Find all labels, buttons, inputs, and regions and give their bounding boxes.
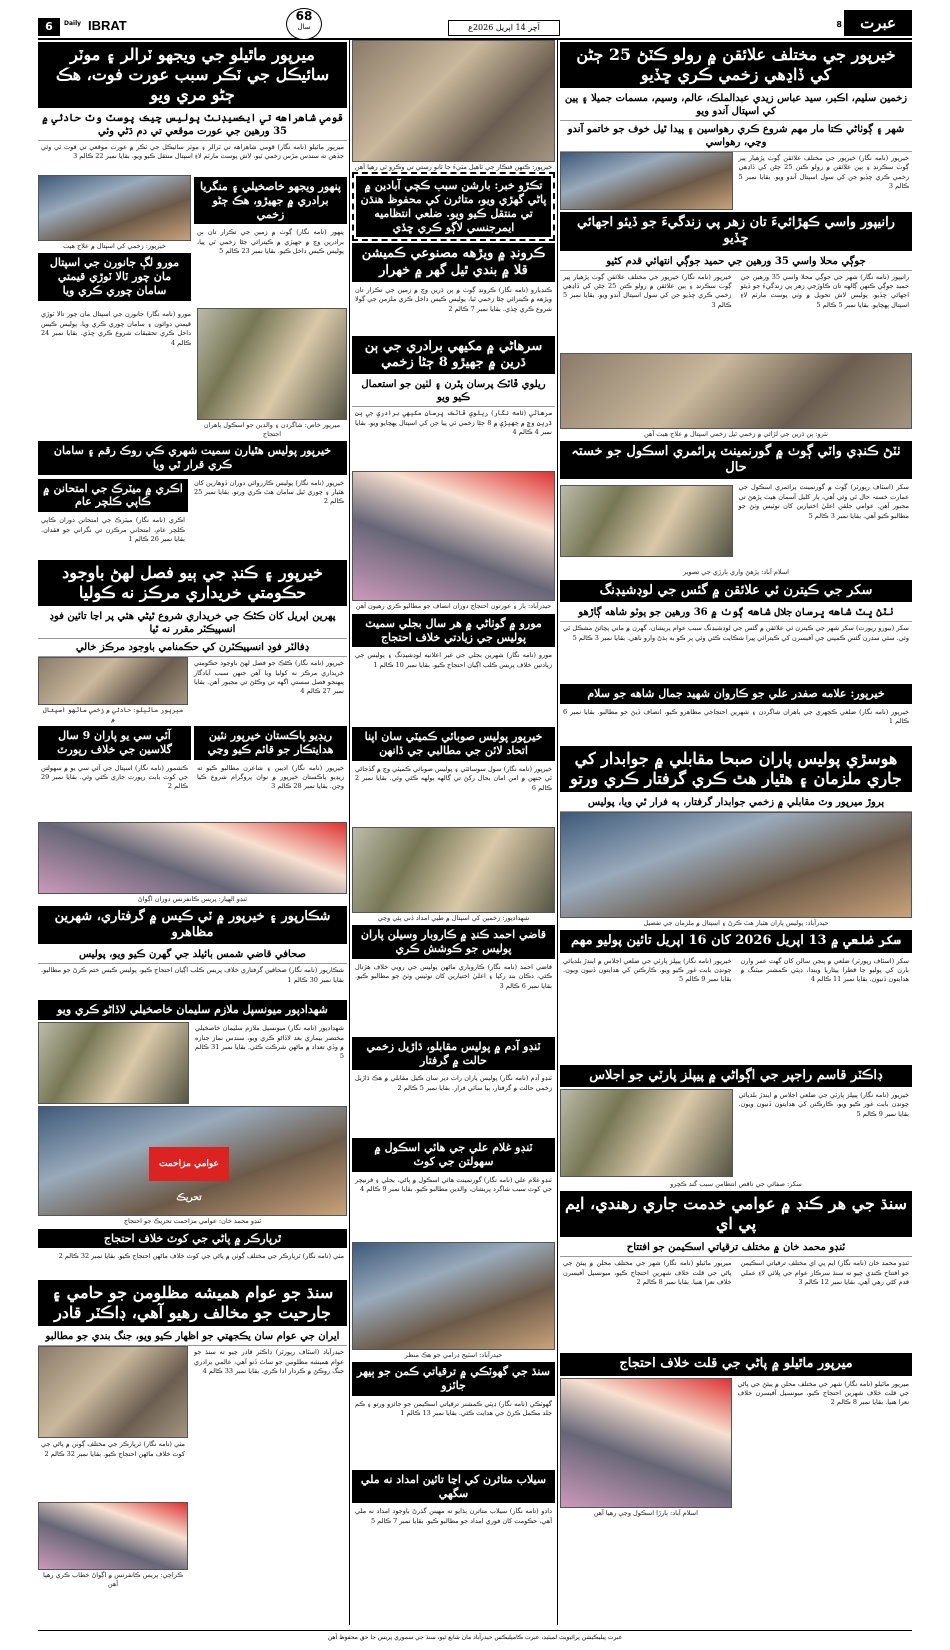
headline: ڪرونڊ ۾ ويڙهه مصنوعي ڪميشن قلا ۾ بندي ٿيل گهر ۾ خهرار [352, 243, 555, 282]
article-text: مٺي (نامه نگار) ٿرپارڪر جي مختلف ڳوٺن ۾ پاڻي جي کوٽ خلاف ماڻهن احتجاج ڪيو. بقايا نمبر 32 ڪالم 2 [58, 1252, 344, 1261]
story-body [560, 955, 912, 1063]
photo-caption: ٽنڊو محمد خان: عوامي مزاحمت تحريڪ جو احتجاج [123, 1217, 262, 1226]
photo-caption: ٽنڊو الهيار: پريس ڪانفرنس دوران اڳواڻ [137, 894, 248, 903]
article-text: خيرپور (نامه نگار) اديبن ۽ شاعرن مطالبو ڪيو ته ريڊيو پاڪستان خيرپور ۾ نوان پروگرام شروع ڪيا وڃن. بقايا نمبر 28 ڪالم 3 [197, 763, 344, 791]
headline: خيرپور پوليس هٿيارن سميت شهري ڪي روڪ رقم ۽ سامان ڪري قرار ٿي ويا [38, 441, 347, 475]
subheadline: شهر ۽ ڳوٺاڻي ڪتا مار مهم شروع ڪري رهواسين ۽ پيدا ٿيل خوف جو خاتمو آندو وڃي، رهواسي [560, 121, 912, 152]
headline: خيرپور: علامه صفدر علي جو ڪاروان شهيد جمال شاهه جو سلام [560, 684, 912, 704]
news-photo [352, 827, 555, 913]
story-body [38, 724, 347, 822]
photo-caption: حيدرآباد: اسٽيج ڊرامي جو هڪ منظر [404, 1350, 503, 1359]
anniversary-number: 68 [295, 9, 313, 23]
article-text: خيرپور (نامه نگار) ضلعي ڪچهري جي ٻاهران شاگردن ۽ شهرين احتجاجي مظاهرو ڪيو، انصاف ڏيڻ جو مطالبو. بقايا نمبر 6 ڪالم 1 [563, 707, 909, 726]
protest-banner: عوامي مزاحمت تحريڪ [149, 1147, 229, 1181]
article-text: ٽنڊو محمد خان (نامه نگار) ايم پي اي مختلف ترقياتي اسڪيمن جو افتتاح ڪندي چيو ته سنڌ سرڪار عوام جي ڀلائي لاءِ عملي قدم کڻي رهي آهي. بقايا نمبر 12 ڪالم 3 [740, 1259, 909, 1287]
article-text: قاضي احمد (نامه نگار) ڪاروباري ماڻهن پوليس جي رويي خلاف هڙتال ڪئي، دڪان بند رکيا ۽ اعليٰ اختيارين کان نوٽيس وٺڻ جو مطالبو ڪيو. بقايا نمبر 6 ڪالم 3 [355, 962, 552, 990]
story-body [38, 175, 347, 308]
story-body [560, 152, 912, 210]
news-photo [560, 152, 733, 210]
photo-caption: شهدادپور: زخمين کي اسپتال ۾ طبي امداد ڏني پئي وڃي [377, 913, 530, 922]
headline: ٺٽڻ ڪنڊي واٽي ڳوٺ ۾ گورنمينٽ پرائمري اسڪول جو خستہ حال [560, 441, 912, 480]
article-text: سکر (بيورو رپورٽ) سکر شهر جي ڪيترن ئي علائقن ۾ گئس جي لوڊشيڊنگ سبب عوام پريشان، گهرن ۾ ماني پچائڻ مشڪل ٿي وئي. سئي سدرن گئس ڪمپني جي آفيسرن کي ڪيترائي ڀيرا شڪايت ڪئي وئي پر ڪو به ٻڌڻ وارو ناهي. بقايا نمبر 3 ڪالم 5 [563, 624, 909, 642]
headline: آئي سي يو پاران 9 سال گلاسين جي خلاف رپورٽ [38, 726, 191, 760]
headline: ٽنڊو غلام علي جي هائي اسڪول ۾ سهولتن جي کوٽ [352, 1138, 555, 1172]
headline: خيرپور پوليس صوبائي ڪميٽي سان اپنا اتحاد لائن جي مطالبي جي ڏانهن [352, 727, 555, 761]
news-photo [352, 1242, 555, 1350]
news-photo [38, 1022, 189, 1104]
news-photo [38, 1502, 188, 1570]
news-photo [352, 40, 555, 162]
article-text: رانيپور (نامه نگار) شهر جي جوڳي محلا واسي 35 ورهين جي حميد جوڳي ڪنهن ڳالهه تان ڪاوڙجي زهر پي زندگيءَ جو ڏيئو اجهائي ڇڏيو. پوليس لاش تحويل ۾ وٺي پوسٽ مارٽم لاءِ اسپتال پهچايو. بقايا نمبر 5 ڪالم 5 [740, 272, 909, 309]
headline: سنڌ جي هر ڪنڊ ۾ عوامي خدمت جاري رهندي، ايم پي اي [560, 1191, 912, 1237]
news-photo [38, 822, 347, 894]
headline: ڊاڪٽر قاسم راجپر جي اڳواڻي ۾ پيپلز پارٽي جو اجلاس [560, 1065, 912, 1087]
article-text: خيرپور (نامه نگار) پيپلز پارٽي جي ضلعي اجلاس ۾ ايندڙ بلديائي چونڊن بابت غور ڪيو ويو، ڪارڪنن کي هدايتون ڏنيون ويون. بقايا نمبر 9 ڪالم 5 [563, 956, 732, 984]
article-text: پنهور (نامه نگار) ڳوٺ ۾ زمين جي تڪرار تان ٻن برادرين وچ ۾ جهيڙي ۾ ڪيترائي ڄڻا زخمي ٿي پيا، پوليس ڪيس داخل ڪيو. بقايا نمبر 23 ڪالم 5 [197, 228, 344, 256]
headline: مورو لڳ جانورن جي اسپتال مان چور ٽالا ٽوڙي قيمتي سامان چوري ڪري ويا [38, 253, 191, 300]
story-body [560, 1089, 912, 1179]
article-text: شهدادپور (نامه نگار) ميونسپل ملازم سليمان خاصخيلي مختصر بيماري بعد لاڏاڻو ڪري ويو، سندس نماز جنازه ۾ وڏي تعداد ۾ ماڻهن شرڪت ڪئي. بقايا نمبر 31 ڪالم 5 [195, 1024, 344, 1061]
article-text: خيرپور (نامه نگار) سول سوسائٽي ۽ پوليس صوبائي ڪميٽي وچ ۾ گڏجاڻي ٿي جنهن ۾ امن امان بحال رکڻ تي ڳالهه ٻولهه ڪئي وئي. بقايا نمبر 2 ڪالم 6 [355, 764, 552, 792]
subheadline: ٽنڊو محمد خان ۾ مختلف ترقياتي اسڪيمن جو افتتاح [560, 1239, 912, 1257]
headline: ميرپور ماٿيلو جي ويجهو ٽرالر ۽ موٽر سائيڪل جي ٽڪر سبب عورت فوت، هڪ ڄڻو مري ويو [38, 42, 347, 108]
photo-caption: سکر: صفائي جي ناقص انتظامن سبب گند ڪچرو [670, 1179, 802, 1188]
headline: سنڌ جو عوام هميشه مظلومن جو حامي ۽ جارحيت جو مخالف رهيو آهي، ڊاڪٽر قادر [38, 1280, 347, 1326]
headline: اڪري ۾ ميٽرڪ جي امتحانن ۾ ڪاپي ڪلچر عام [38, 479, 188, 513]
headline: ميرپور ماٿيلو ۾ پاڻي جي قلت خلاف احتجاج [560, 1353, 912, 1375]
article-text: ٽنڊو غلام علي (نامه نگار) گورنمينٽ هائي اسڪول ۾ پاڻي، بجلي ۽ فرنيچر جي کوٽ سبب شاگرد پريشان، والدين مطالبو ڪيو. بقايا نمبر 9 ڪالم 4 [355, 1175, 552, 1194]
story-body [38, 308, 347, 439]
article-text: ڪنڊيارو (نامه نگار) ڪرونڊ ڳوٺ ۾ ٻن ڌرين وچ ۾ زمين جي تڪرار تان ويڙهه ۾ ڪيترائي ڄڻا زخمي ٿيا، پوليس ڪيس داخل ڪري ملزمن جي ڳولا شروع ڪري ڇڏي. بقايا نمبر 7 ڪالم 2 [355, 285, 552, 313]
photo-caption: ميرپور خاص: شاگردن ۽ والدين جو اسڪول ٻاهران احتجاج [203, 421, 341, 438]
headline: سرهاڻي ۾ مکيهي برادري جي ٻن ڌرين ۾ جهيڙو 8 ڄڻا زخمي [352, 336, 555, 375]
headline: شهدادپور ميونسپل ملازم سليمان خاصخيلي لاڏاڻو ڪري ويو [38, 1000, 347, 1020]
headline: ٿرپارڪر ۾ پاڻي جي کوٽ خلاف احتجاج [38, 1229, 347, 1249]
headline: ريڊيو پاڪستان خيرپور نئين هدايتڪار جو قائم ڪيو وڃي [194, 726, 347, 760]
daily-label: Daily [64, 20, 82, 27]
masthead [38, 9, 912, 40]
article-text: خيرپور (نامه نگار) ڪڻڪ جو فصل لهڻ باوجود حڪومتي خريداري مرڪز نه کوليا ويا آهن جنهن سبب آبادگار پنهنجو فصل سستي اگهه تي وڪڻڻ تي مجبور آهن. بقايا نمبر 27 ڪالم 4 [194, 659, 344, 696]
story-body [560, 1257, 912, 1351]
photo-caption: حيدرآباد: پوليس پاران هٿيار هٿ ڪرڻ ۽ اسپتال ۾ ملزمان جي تفصيل [643, 918, 829, 927]
article-text: دادو (نامه نگار) سيلاب متاثرن ٻڌايو ته مهينن گذرڻ باوجود امداد نه ملي آهي، حڪومت کان فوري امداد جو مطالبو ڪيو. بقايا نمبر 7 ڪالم 5 [355, 1507, 552, 1525]
article-text: ميرپور ماٿيلو (نامه نگار) شهر جي مختلف محلن ۾ پيئڻ جي پاڻي جي قلت خلاف شهرين احتجاج ڪيو، ميونسپل آفيسرن خلاف نعرا هنيا. بقايا نمبر 8 ڪالم 2 [563, 1259, 732, 1287]
page-number: 6 [38, 18, 60, 36]
photo-caption: ميرپور ماٿيلو: حادثي ۾ زخمي ماڻهو اسپتال ۾ [42, 706, 184, 723]
article-text: مورو (نامه نگار) شهرين بجلي جي غير اعلانيه لوڊشيڊنگ ۽ پوليس جي زيادتين خلاف پريس ڪلب اڳيان احتجاج ڪيو. بقايا نمبر 10 ڪالم 1 [355, 651, 552, 669]
headline: خيرپور جي مختلف علائقن ۾ رولو ڪٽڻ 25 ڄڻن کي ڏاڍهي زخمي ڪري ڇڏيو [560, 42, 912, 88]
photo-caption: خيرپور: زخمي کي اسپتال ۾ علاج هيٺ [63, 242, 166, 250]
news-photo [560, 1378, 732, 1508]
photo-caption: ڪراچي: پريس ڪانفرنس ۾ اڳواڻ خطاب ڪري رهيا آهن [43, 1571, 183, 1588]
subheadline: صحافي قاضي شمس بائيلد جي گهرن ڪيو ويو، پوليس [38, 946, 347, 964]
subheadline: ريلوي ڦاٽڪ پرسان پٿرن ۽ لٺين جو استعمال ڪيو ويو [352, 376, 555, 407]
news-photo [197, 308, 347, 420]
subheadline: قومي شاهراهه تي ايڪسيڊنٽ پوليس چيڪ پوسٽ وٽ حادثي ۾ 35 ورهين جي عورت موقعي تي دم ڌڻي وئي [38, 110, 347, 141]
headline: سکر جي ڪيترن ئي علائقن ۾ گئس جي لوڊشيڊنگ [560, 580, 912, 602]
headline: هوسڙي پوليس پاران صبحا مقابلي ۾ جوابدار کي جاري ملزمان ۽ هٿيار هٿ ڪري گرفتار ڪري ورتو [560, 746, 912, 792]
subheadline: پهرين اپريل کان ڪڻڪ جي خريداري شروع ٿيڻي هئي پر اڃا تائين فوڊ انسپيڪٽر مقرر نه ٿيا [38, 608, 347, 639]
headline: سيلاب متاثرن کي اڃا تائين امداد نه ملي سگهي [352, 1470, 555, 1504]
subheadline: جوڳي محلا واسي 35 ورهين جي حميد جوڳي انتهائي قدم کڻيو [560, 253, 912, 271]
story-body [38, 477, 347, 559]
masthead-logo: عبرت [844, 10, 912, 36]
story-body [38, 1346, 347, 1589]
issue-date: آچر 14 اپريل 2026ع [448, 20, 560, 36]
photo-caption: اسلام آباد: پڙهڻ واري ٻارڙي جي تصوير [683, 568, 789, 577]
column-center [352, 40, 555, 1625]
news-photo [560, 1089, 733, 1177]
article-text: ميرپور ماٿيلو (نامه نگار) شهر جي مختلف محلن ۾ پيئڻ جي پاڻي جي قلت خلاف شهرين احتجاج ڪيو، ميونسپل آفيسرن خلاف نعرا هنيا. بقايا نمبر 8 ڪالم 2 [737, 1379, 909, 1407]
story-body [560, 1378, 912, 1532]
column-divider [349, 40, 350, 1625]
article-text: خيرپور (نامه نگار) خيرپور جي مختلف علائقن ڳوٺ پڙهيار پير ڳوٺ سڪرنڊ ۽ ٻين علائقن ۾ رولو ڪتن 25 ڄڻن کي ڏاڍهي زخمي ڪري ڇڏيو جن کي سول اسپتال آندو ويو. بقايا نمبر 5 ڪالم 3 [738, 154, 909, 191]
story-body [38, 1022, 347, 1106]
headline: سکر ضلعي ۾ 13 اپريل 2026 کان 16 اپريل تائين پوليو مهم [560, 930, 912, 952]
article-text: خيرپور (نامه نگار) پوليس ڪارروائي دوران ڏوهارين کان هٿيار ۽ چوري ٿيل سامان هٿ ڪري ورتو. بقايا نمبر 25 ڪالم 2 [194, 478, 344, 506]
photo-caption: ٺٽرو: ٻن ڌرين جي لڙائي ۾ زخمي ٿيل زخمي اسپتال ۾ علاج هيٺ آهن [644, 429, 828, 438]
article-text: گهوٽڪي (نامه نگار) ڊپٽي ڪمشنر ترقياتي اسڪيمن جو جائزو ورتو ۽ ڪم جلد مڪمل ڪرڻ جي هدايت ڪئي. بقايا نمبر 13 ڪالم 1 [355, 1399, 552, 1418]
article-text: حيدرآباد (اسٽاف رپورٽر) ڊاڪٽر قادر چيو ته سنڌ جو عوام هميشه مظلومن جو ساٿ ڏنو آهي، عالمي برادري جنگ روڪڻ ۾ ڪردار ادا ڪري. بقايا نمبر 33 ڪالم 4 [194, 1348, 344, 1376]
column-divider [557, 40, 558, 1625]
article-text: اڪري (نامه نگار) ميٽرڪ جي امتحانن دوران ڪاپي ڪلچر عام، امتحاني مرڪزن تي نگراني جو فقدان. بقايا نمبر 26 ڪالم 1 [41, 516, 185, 543]
news-photo [38, 175, 191, 241]
headline: خيرپور ۽ ڪنڊ جي ٻيو فصل لهڻ باوجود حڪومتي خريداري مرڪز نه ڪوليا [38, 560, 347, 606]
article-text: مٺي (نامه نگار) ٿرپارڪر جي مختلف ڳوٺن ۾ پاڻي جي کوٽ خلاف ماڻهن احتجاج ڪيو. بقايا نمبر 32 ڪالم 2 [41, 1440, 185, 1458]
notice-text: تڪڙو خبر: بارشن سبب ڪچي آبادين ۾ پاڻي گهڙي ويو، متاثرن کي محفوظ هنڌن تي منتقل ڪيو ويو. ضلعي انتظاميه ايمرجنسي لاڳو ڪري ڇڏي [356, 176, 551, 237]
subheadline: زخمين سليم، اڪبر، سيد عباس زيدي عبدالملڪ، عالم، وسيم، مسمات جميلا ۽ ٻين کي اسپتال آندو ويو [560, 90, 912, 121]
subheadline: ٺٽڻ ڀٽ شاهه ڀرسان جلال شاهه ڳوٺ ۾ 36 ورهين جو ٻوٽو شاهه ڳاڙهو [560, 604, 912, 622]
headline: قاضي احمد ڪنڍ ۾ ڪاروبار وسيلن پاران پوليس جو ڪوشش ڪري [352, 925, 555, 959]
subheadline: ڊفالٽر فوڊ انسپيڪٽرن کي حڪمنامي باوجود مرڪز خالي [38, 639, 347, 657]
news-photo [560, 812, 912, 918]
news-photo [38, 1346, 188, 1438]
article-text: سکر (اسٽاف رپورٽر) ڳوٺ ۾ گورنمينٽ پرائمري اسڪول جي عمارت خستہ حال ٿي وئي آهي، ٻار کليل آسمان هيٺ پڙهڻ تي مجبور آهن. عوامي حلقن اعليٰ اختيارين کان نوٽيس وٺڻ جو مطالبو ڪيو آهي. بقايا نمبر 3 ڪالم 5 [738, 483, 909, 520]
article-text: ميرپور ماٿيلو (نامه نگار) قومي شاهراهه تي ٽرالر ۽ موٽر سائيڪل جي ٽڪر ۾ عورت موقعي تي فوت ٿي وئي جڏهن ته سندس مڙس زخمي ٿيو، لاش پوسٽ مارٽم لاءِ اسپتال منتقل ڪيو ويو. بقايا نمبر 22 ڪالم 3 [41, 143, 344, 161]
headline: ٽنڊو آدم ۾ پوليس مقابلو، ڌاڙيل زخمي حالت ۾ گرفتار [352, 1037, 555, 1071]
article-text: مورو (نامه نگار) جانورن جي اسپتال مان چور تالا ٽوڙي قيمتي دوائون ۽ سامان چوري ڪري ويا، پوليس ڪيس داخل ڪري تحقيقات شروع ڪري ڇڏي. بقايا نمبر 24 ڪالم 4 [41, 310, 191, 347]
article-text: ٽنڊو آدم (نامه نگار) پوليس پاران رات دير سان ڪيل مقابلي ۾ هڪ ڌاڙيل زخمي حالت ۾ گرفتار، ٻيا ساٿي فرار. بقايا نمبر 5 ڪالم 2 [355, 1074, 552, 1092]
photo-caption: خيرپور: ڪنهن فنڪار جي ٺاهيل مٽيءَ جا ٿانو رستي تي وڪرو ٿي رهيا آهن [354, 163, 553, 171]
page-footer: عبرت پبليڪيشن پرائيويٽ لميٽيڊ، عبرت ڪامپليڪس حيدرآباد مان شايع ٿيو، سنڌ جي سموري پريس جا حق محفوظ آهن [38, 1630, 912, 1645]
photo-caption: اسلام آباد: ٻارڙا اسڪول وڃي رهيا آهن [593, 1508, 698, 1517]
headline: مورو ۾ گوٺاڻي ۾ هر سال بجلي سميٽ پوليس جي زيادتي خلاف احتجاج [352, 614, 555, 648]
headline: شڪارپور ۽ خيرپور ۾ ٽي ڪيس ۾ گرفتاري، شهرين مظاهرو [38, 906, 347, 945]
article-text: سکر (اسٽاف رپورٽر) ضلعي ۾ پنجن سالن کان گهٽ عمر وارن ٻارن کي پوليو جا قطرا پيئاريا ويندا، ڊپٽي ڪمشنر ميٽنگ ۾ هدايتون ڏنيون. بقايا نمبر 11 ڪالم 4 [740, 956, 909, 984]
news-photo [560, 353, 912, 429]
article-text: خيرپور (نامه نگار) خيرپور جي مختلف علائقن ڳوٺ پڙهيار پير ڳوٺ سڪرنڊ ۽ ٻين علائقن ۾ رولو ڪتن 25 ڄڻن کي ڏاڍهي زخمي ڪري ڇڏيو جن کي سول اسپتال آندو ويو. بقايا نمبر 5 ڪالم 3 [563, 272, 732, 309]
column-right [560, 40, 912, 1625]
news-photo [352, 471, 555, 601]
subheadline: ايران جي عوام سان يڪجهتي جو اظهار ڪيو ويو، جنگ بندي جو مطالبو [38, 1328, 347, 1346]
story-body [560, 271, 912, 353]
news-photo [38, 657, 188, 705]
news-photo [38, 1106, 347, 1216]
article-text: شڪارپور (نامه نگار) صحافين گرفتاري خلاف پريس ڪلب اڳيان احتجاج ڪيو، پوليس ڪيس ختم ڪرڻ جو مطالبو. بقايا نمبر 30 ڪالم 1 [41, 966, 344, 984]
anniversary-badge [286, 8, 322, 40]
headline: پنهور ويجهو خاصخيلي ۽ منگريا برادري ۾ جهيڙو، هڪ ڄڻو زخمي [194, 177, 347, 224]
story-body [38, 657, 347, 724]
news-photo [560, 485, 733, 557]
photo-caption: حيدرآباد: ٻار ۽ عورتون احتجاج دوران انصاف جو مطالبو ڪري رهيون آهن [355, 602, 552, 611]
masthead-name-en: IBRAT [88, 18, 127, 33]
headline: رانيپور واسي ڪهڙائيءَ تان زهر پي زندگيءَ جو ڏيئو اجهائي ڇڏيو [560, 212, 912, 251]
anniversary-word: سال [297, 23, 311, 31]
column-left [38, 40, 347, 1625]
page-number-right: 8 [836, 20, 842, 29]
story-body [560, 481, 912, 567]
headline: سنڌ جي گهوٽڪي ۾ ترقياتي ڪمن جو ٻيهر جائزو [352, 1362, 555, 1396]
boxed-notice [352, 172, 555, 241]
article-text: سرهاڻي (نامه نگار) ريلوي ڦاٽڪ ڀرسان مکيهي برادري جي ٻن ڌرين وچ ۾ جهيڙي ۾ 8 ڄڻا زخمي ٿي پيا جن کي اسپتال پهچايو ويو. بقايا نمبر 4 ڪالم 4 [355, 409, 552, 437]
article-text: ڪشمور (نامه نگار) اسپتال جي آئي سي يو ۾ سهولتن جي کوٽ بابت رپورٽ جاري ڪئي وئي. بقايا نمبر 29 ڪالم 2 [41, 763, 188, 791]
article-text: خيرپور (نامه نگار) پيپلز پارٽي جي ضلعي اجلاس ۾ ايندڙ بلديائي چونڊن بابت غور ڪيو ويو، ڪارڪنن کي هدايتون ڏنيون ويون. بقايا نمبر 9 ڪالم 5 [738, 1090, 909, 1118]
subheadline: ٻروڙ ميرپور وٽ مقابلي ۾ زخمي جوابدار گرفتار، ٻه فرار ٿي ويا، پوليس [560, 794, 912, 812]
